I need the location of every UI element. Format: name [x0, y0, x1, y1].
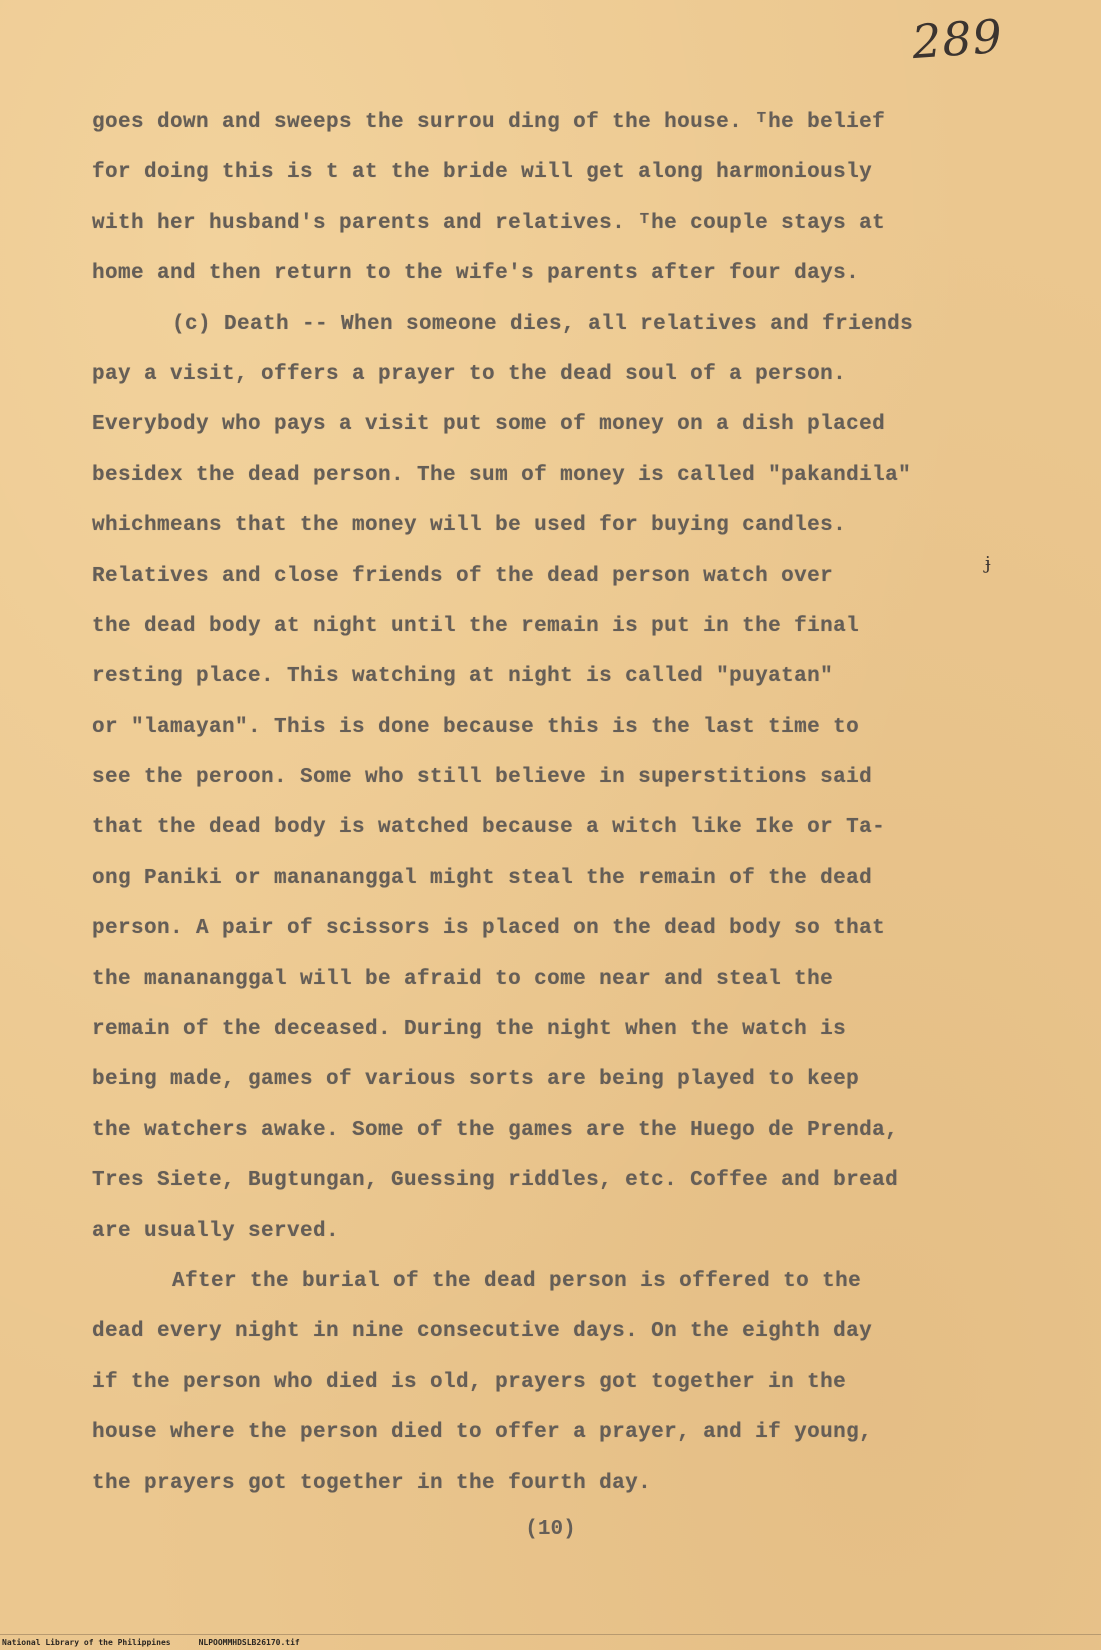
text-line: the watchers awake. Some of the games are the Huego de Prenda, — [92, 1118, 899, 1142]
text-line: Relatives and close friends of the dead person watch over — [92, 564, 834, 588]
text-line: whichmeans that the money will be used for buying candles. — [92, 514, 847, 538]
margin-mark: ɉ — [985, 553, 991, 574]
text-line: pay a visit, offers a prayer to the dead soul of a person. — [92, 362, 847, 386]
text-line: remain of the deceased. During the night when the watch is — [92, 1018, 847, 1042]
text-line: see the peroon. Some who still believe in superstitions said — [92, 766, 873, 790]
text-line: the manananggal will be afraid to come near and steal the — [92, 967, 834, 991]
text-line: being made, games of various sorts are being played to keep — [92, 1068, 860, 1092]
text-line-paragraph-start: (c) Death -- When someone dies, all relatives and friends — [172, 312, 914, 336]
text-line: for doing this is t at the bride will get along harmoniously — [92, 161, 873, 185]
text-line: dead every night in nine consecutive days. On the eighth day — [92, 1320, 873, 1344]
text-line: the prayers got together in the fourth day. — [92, 1471, 652, 1495]
text-line: are usually served. — [92, 1219, 340, 1243]
archive-institution: National Library of the Philippines — [2, 1638, 171, 1647]
text-line: besidex the dead person. The sum of money is called "pakandila" — [92, 463, 912, 487]
typed-body-text — [92, 98, 1042, 1509]
text-line: or "lamayan". This is done because this is the last time to — [92, 715, 860, 739]
handwritten-page-number: 289 — [910, 8, 1005, 70]
text-line: that the dead body is watched because a witch like Ike or Ta- — [92, 816, 886, 840]
text-line: if the person who died is old, prayers got together in the — [92, 1370, 847, 1394]
page-number: (10) — [525, 1518, 576, 1541]
text-line: person. A pair of scissors is placed on the dead body so that — [92, 917, 886, 941]
text-line: house where the person died to offer a prayer, and if young, — [92, 1421, 873, 1445]
archive-filename: NLPOOMMHDSLB26170.tif — [198, 1638, 300, 1647]
text-line: with her husband's parents and relatives. ᵀhe couple stays at — [92, 211, 886, 235]
scan-border-line — [0, 1634, 1101, 1635]
text-line: goes down and sweeps the surrou ding of the house. ᵀhe belief — [92, 111, 886, 134]
text-line: home and then return to the wife's parents after four days. — [92, 262, 860, 286]
text-line: Everybody who pays a visit put some of money on a dish placed — [92, 413, 886, 437]
archive-footer — [2, 1638, 300, 1647]
text-line: ong Paniki or manananggal might steal the remain of the dead — [92, 866, 873, 890]
text-line: the dead body at night until the remain is put in the final — [92, 614, 860, 638]
text-line: Tres Siete, Bugtungan, Guessing riddles, etc. Coffee and bread — [92, 1169, 899, 1193]
text-line-paragraph-start: After the burial of the dead person is offered to the — [172, 1269, 862, 1293]
text-line: resting place. This watching at night is called "puyatan" — [92, 665, 834, 689]
